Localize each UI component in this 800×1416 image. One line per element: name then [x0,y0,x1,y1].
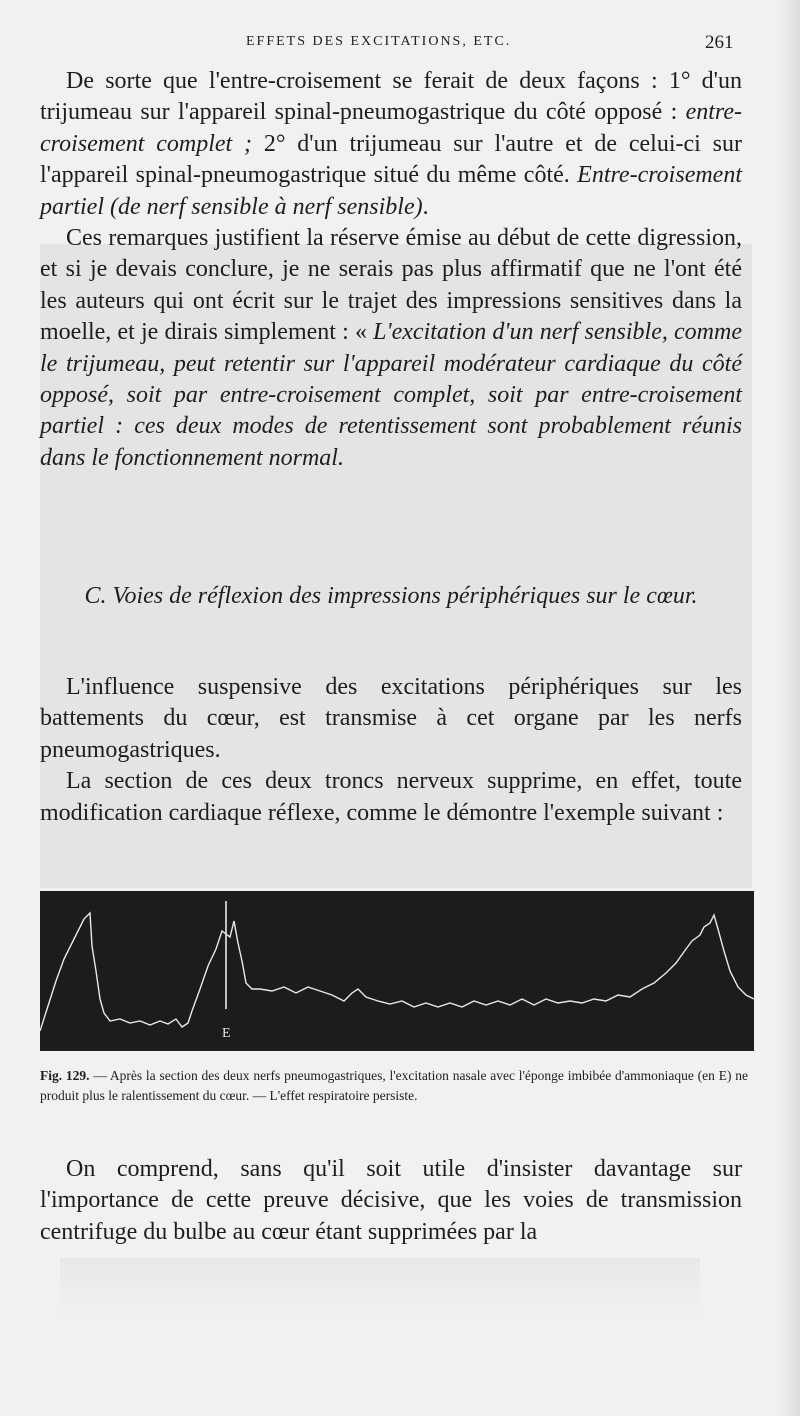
stimulus-marker-e: E [222,1026,231,1041]
section-heading [40,580,742,612]
show-through-area [60,1258,700,1318]
figure-label: Fig. 129. [40,1068,90,1083]
paragraph-influence: L'influence suspensive des excitations périphériques sur les battements du cœur, est transmise à cet organe par les nerfs pneumogastriques. [40,674,742,763]
emphasis-complet: entre-croisement complet ; [40,99,742,157]
running-head: EFFETS DES EXCITATIONS, ETC. [246,34,512,49]
body-text-bottom [40,1154,742,1248]
body-text-top [40,66,742,474]
paragraph-remarques: Ces remarques justifient la réserve émise au début de cette digression, et si je devais conclure, je ne serais pas plus affirmatif que ne l'ont été les auteurs qui ont écrit sur le trajet des impressions sensitives dans la moelle, et je dirais simplement : « L'excitation d'un nerf sensible, comme le trijumeau, peut retentir sur l'appareil modérateur cardiaque du côté opposé, soit par entre-croisement complet, soit par entre-croisement partiel : ces deux modes de retentissement sont probablement réunis dans le fonctionnement normal. [40,225,742,471]
page-number: 261 [705,32,734,53]
paragraph-section: La section de ces deux troncs nerveux supprime, en effet, toute modification cardiaque réflexe, comme le démontre l'exemple suivant : [40,768,742,826]
figure-caption [40,1066,748,1106]
paragraph-entre-croisement: De sorte que l'entre-croisement se ferait de deux façons : 1° d'un trijumeau sur l'appareil spinal-pneumogastrique du côté opposé : entre-croisement complet ; 2° d'un trijumeau sur l'autre et de celui-ci sur l'appareil spinal-pneumogastrique situé du même côté. Entre-croisement partiel (de nerf sensible à nerf sensible). [40,68,742,220]
page-header [0,34,800,56]
section-title: Voies de réflexion des impressions périphériques sur le cœur. [112,583,698,609]
page-edge [778,0,800,1416]
figure-caption-text: — Après la section des deux nerfs pneumogastriques, l'excitation nasale avec l'éponge imbibée d'ammoniaque (en E) ne produit plus le ralentissement du cœur. — L'effet respiratoire persiste. [40,1068,748,1103]
body-text-middle [40,672,742,829]
figure-129-trace [40,891,754,1051]
cardiac-trace-graph [40,891,754,1051]
paragraph-conclusion: On comprend, sans qu'il soit utile d'insister davantage sur l'importance de cette preuve décisive, que les voies de transmission centrifuge du bulbe au cœur étant supprimées par la [40,1156,742,1245]
cardiac-trace-line [40,913,754,1031]
emphasis-partiel: Entre-croisement partiel (de nerf sensible à nerf sensible) [40,162,742,220]
section-letter: C. [84,583,107,609]
emphasis-conclusion: L'excitation d'un nerf sensible, comme le trijumeau, peut retentir sur l'appareil modérateur cardiaque du côté opposé, soit par entre-croisement complet, soit par entre-croisement partiel : ces deux modes de retentissement sont probablement réunis dans le fonctionnement normal. [40,319,742,471]
